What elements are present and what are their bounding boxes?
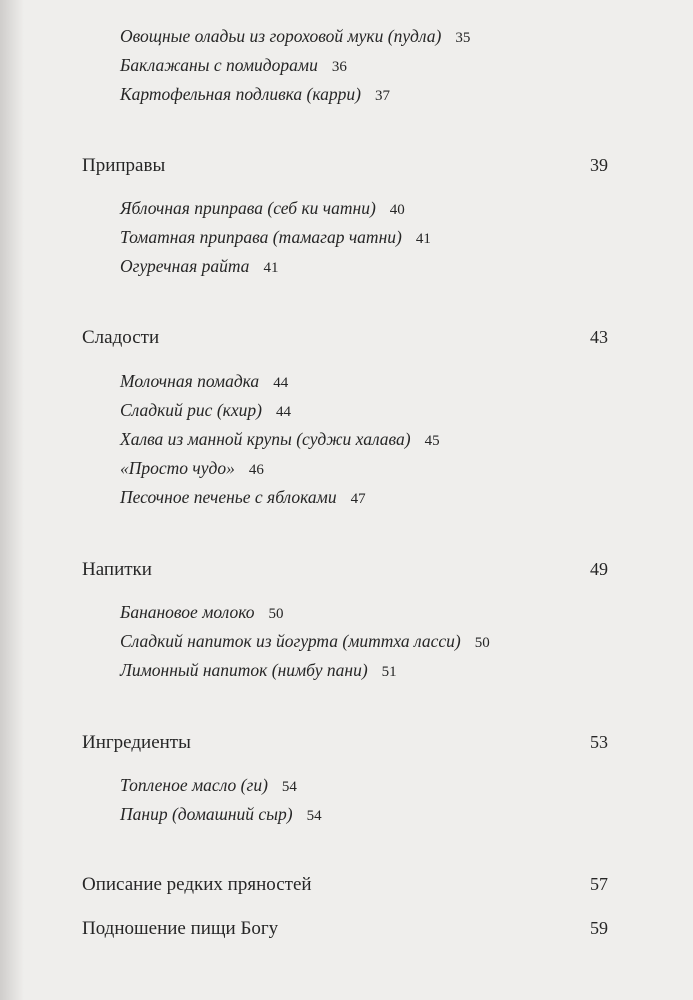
toc-item-title: Банановое молоко: [120, 602, 255, 622]
toc-item-page: 41: [415, 231, 431, 247]
toc-section-title: Ингредиенты: [82, 732, 191, 753]
toc-section-page: 43: [590, 327, 608, 347]
toc-section-title: Напитки: [82, 559, 152, 580]
toc-item: [0, 804, 693, 834]
toc-item-title: Томатная приправа (тамагар чатни): [120, 227, 402, 247]
toc-item-title: Халва из манной крупы (суджи халава): [120, 429, 411, 449]
toc-item-page: 36: [331, 59, 347, 75]
toc-item-title: Топленое масло (ги): [120, 775, 268, 795]
toc-section-title: Подношение пищи Богу: [82, 918, 279, 939]
toc-item-page: 37: [374, 88, 390, 104]
toc-item: [0, 26, 693, 56]
toc-section-page: 49: [590, 559, 608, 579]
toc-item-title: Песочное печенье с яблоками: [120, 487, 337, 507]
toc-item-title: Сладкий рис (кхир): [120, 400, 262, 420]
toc-item-title: Сладкий напиток из йогурта (миттха ласси): [120, 631, 461, 651]
toc-item-title: Молочная помадка: [120, 371, 260, 391]
toc-item: [0, 256, 693, 286]
toc-section-title: Приправы: [82, 155, 166, 176]
toc-item-page: 47: [350, 491, 366, 507]
toc-item-page: 44: [273, 375, 289, 391]
toc-item-page: 50: [268, 606, 284, 622]
toc-item: [0, 227, 693, 257]
toc-section-title: Сладости: [82, 327, 160, 348]
toc-section: [0, 874, 693, 904]
toc-item: [0, 487, 693, 517]
toc-item-page: 35: [455, 30, 471, 46]
toc-item: [0, 602, 693, 632]
toc-item-page: 54: [281, 779, 297, 795]
toc-section-page: 57: [590, 874, 608, 894]
toc-item-title: «Просто чудо»: [120, 458, 235, 478]
toc-item-title: Лимонный напиток (нимбу пани): [120, 660, 368, 680]
toc-item-page: 51: [381, 664, 397, 680]
toc-section: [0, 155, 693, 185]
toc-section-page: 53: [590, 732, 608, 752]
toc-item-title: Огуречная райта: [120, 256, 250, 276]
toc-item: [0, 631, 693, 661]
toc-item-page: 54: [306, 808, 322, 824]
toc-item: [0, 55, 693, 85]
toc-item-page: 50: [474, 635, 490, 651]
toc-item: [0, 429, 693, 459]
toc-item-title: Панир (домашний сыр): [120, 804, 293, 824]
toc-section-page: 59: [590, 918, 608, 938]
toc-section-title: Описание редких пряностей: [82, 874, 312, 895]
toc-item: [0, 84, 693, 114]
toc-item-title: Овощные оладьи из гороховой муки (пудла): [120, 26, 442, 46]
toc-section: [0, 918, 693, 948]
toc-item: [0, 660, 693, 690]
toc-section: [0, 327, 693, 357]
toc-item: [0, 198, 693, 228]
toc-item-page: 44: [275, 404, 291, 420]
toc-item: [0, 371, 693, 401]
toc-item-page: 40: [389, 202, 405, 218]
toc-item: [0, 400, 693, 430]
toc-section: [0, 732, 693, 762]
toc-item-title: Баклажаны с помидорами: [120, 55, 318, 75]
toc-section: [0, 559, 693, 589]
toc-item-page: 41: [263, 260, 279, 276]
toc-item: [0, 458, 693, 488]
toc-item-title: Яблочная приправа (себ ки чатни): [120, 198, 376, 218]
toc-section-page: 39: [590, 155, 608, 175]
toc-item: [0, 775, 693, 805]
toc-item-title: Картофельная подливка (карри): [120, 84, 361, 104]
toc-item-page: 45: [424, 433, 440, 449]
toc-item-page: 46: [248, 462, 264, 478]
